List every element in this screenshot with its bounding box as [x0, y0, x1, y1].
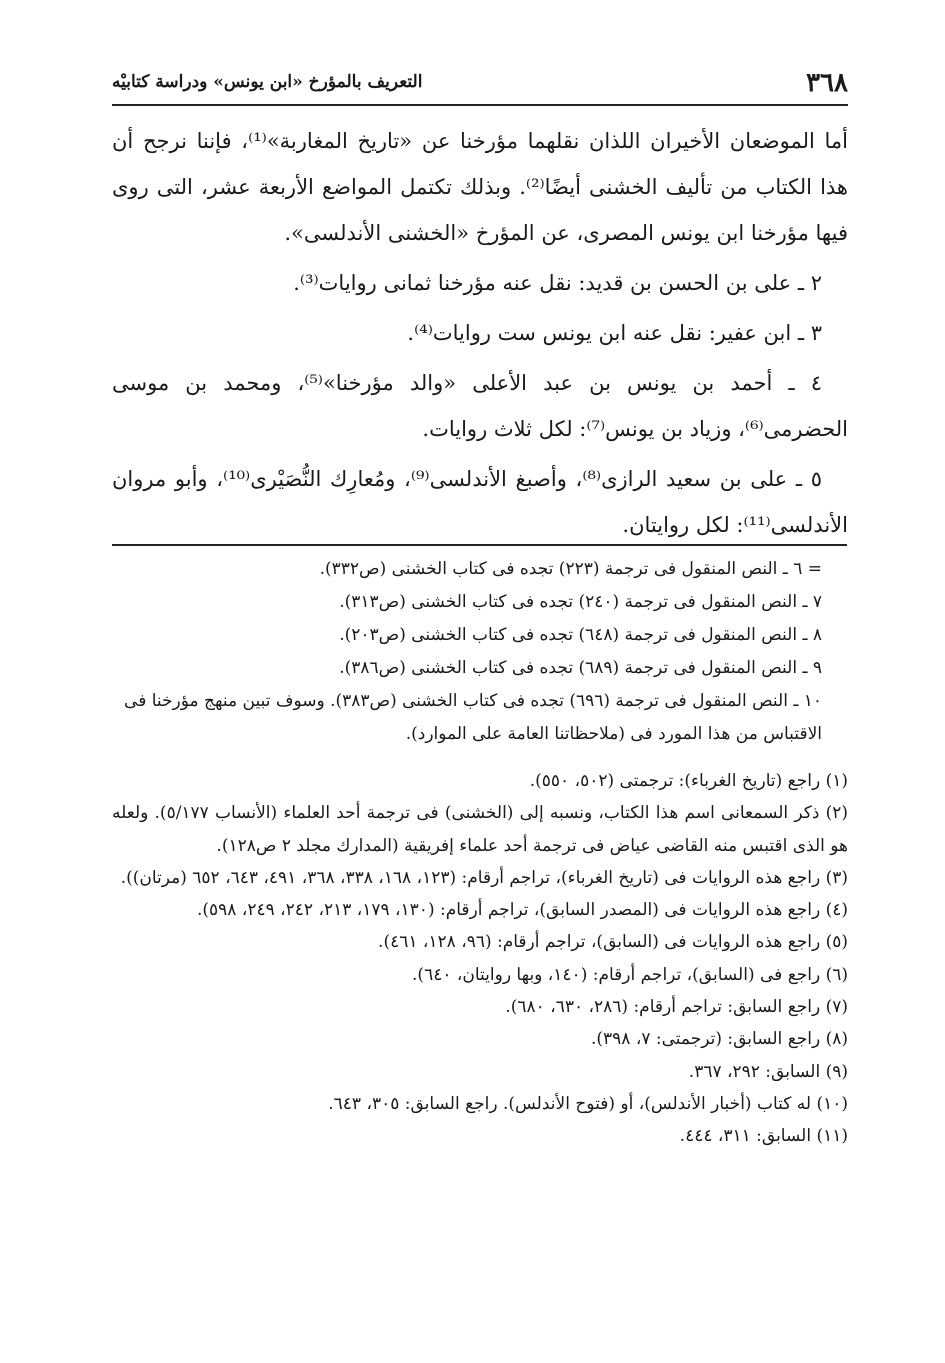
running-header	[112, 64, 848, 102]
header-rule	[112, 104, 848, 106]
continued-note: ٩ ـ النص المنقول فى ترجمة (٦٨٩) تجده فى كتاب الخشنى (ص٣٨٦).	[339, 658, 822, 678]
footnote: (٥) راجع هذه الروايات فى (السابق)، تراجم أرقام: (٩٦، ١٢٨، ٤٦١).	[378, 932, 848, 953]
footnote: (١١) السابق: ٣١١، ٤٤٤.	[679, 1126, 848, 1147]
footnote: (١) راجع (تاريخ الغرباء): ترجمتى (٥٠٢، ٥٥٠).	[529, 771, 848, 791]
continued-note: ٧ ـ النص المنقول فى ترجمة (٢٤٠) تجده فى كتاب الخشنى (ص٣١٣).	[339, 592, 822, 612]
footnote-rule	[112, 544, 847, 546]
footnote: (٢) ذكر السمعانى اسم هذا الكتاب، ونسبه إلى (الخشنى) فى ترجمة أحد العلماء (الأنساب ٥/١٧٧). ولعله هو الذى اقتبس منه القاضى عياض فى ترجمة أحد علماء إفريقية (المدارك مجلد ٢ ص١٢٨).	[112, 803, 848, 856]
continued-note: ١٠ ـ النص المنقول فى ترجمة (٦٩٦) تجده فى كتاب الخشنى (ص٣٨٣). وسوف تبين منهج مؤرخنا فى الاقتباس من هذا المورد فى (ملاحظاتنا العامة على الموارد).	[124, 691, 822, 744]
list-item: ٤ ـ أحمد بن يونس بن عبد الأعلى «والد مؤرخنا»⁽⁵⁾، ومحمد بن موسى الحضرمى⁽⁶⁾، وزياد بن يونس⁽⁷⁾: لكل ثلاث روايات.	[112, 371, 848, 441]
continued-note: ٨ ـ النص المنقول فى ترجمة (٦٤٨) تجده فى كتاب الخشنى (ص٢٠٣).	[339, 625, 822, 645]
footnote: (٣) راجع هذه الروايات فى (تاريخ الغرباء)، تراجم أرقام: (١٢٣، ١٦٨، ٣٣٨، ٣٦٨، ٤٩١، ٦٤٣، ٦٥٢ (مرتان)).	[120, 867, 848, 888]
running-title: التعريف بالمؤرخ «ابن يونس» ودراسة كتابيْه	[112, 72, 423, 92]
continued-note: = ٦ ـ النص المنقول فى ترجمة (٢٢٣) تجده فى كتاب الخشنى (ص٣٣٢).	[319, 559, 822, 579]
footnotes	[112, 765, 848, 1153]
list-item: ٢ ـ على بن الحسن بن قديد: نقل عنه مؤرخنا ثمانى روايات⁽³⁾.	[293, 271, 822, 295]
footnote: (٧) راجع السابق: تراجم أرقام: (٢٨٦، ٦٣٠، ٦٨٠).	[505, 997, 848, 1018]
footnote: (٨) راجع السابق: (ترجمتى: ٧، ٣٩٨).	[591, 1029, 848, 1050]
footnote: (٩) السابق: ٢٩٢، ٣٦٧.	[688, 1061, 848, 1082]
continued-notes	[112, 553, 848, 751]
footnote: (١٠) له كتاب (أخبار الأندلس)، أو (فتوح الأندلس). راجع السابق: ٣٠٥، ٦٤٣.	[328, 1093, 848, 1114]
footnote: (٦) راجع فى (السابق)، تراجم أرقام: (١٤٠، وبها روايتان، ٦٤٠).	[412, 964, 848, 985]
page-number: ٣٦٨	[806, 68, 848, 98]
list-item: ٣ ـ ابن عفير: نقل عنه ابن يونس ست روايات⁽⁴⁾.	[407, 321, 822, 345]
list-item: ٥ ـ على بن سعيد الرازى⁽⁸⁾، وأصبغ الأندلسى⁽⁹⁾، ومُعارِك النُّصَيْرى⁽¹⁰⁾، وأبو مروان الأندلسى⁽¹¹⁾: لكل روايتان.	[112, 467, 848, 537]
main-text	[112, 118, 848, 552]
paragraph: أما الموضعان الأخيران اللذان نقلهما مؤرخنا عن «تاريخ المغاربة»⁽¹⁾، فإننا نرجح أن هذا الكتاب من تأليف الخشنى أيضًا⁽²⁾. وبذلك تكتمل المواضع الأربعة عشر، التى روى فيها مؤرخنا ابن يونس المصرى، عن المؤرخ «الخشنى الأندلسى».	[112, 129, 849, 245]
footnote: (٤) راجع هذه الروايات فى (المصدر السابق)، تراجم أرقام: (١٣٠، ١٧٩، ٢١٣، ٢٤٢، ٢٤٩، ٥٩٨).	[197, 900, 848, 921]
